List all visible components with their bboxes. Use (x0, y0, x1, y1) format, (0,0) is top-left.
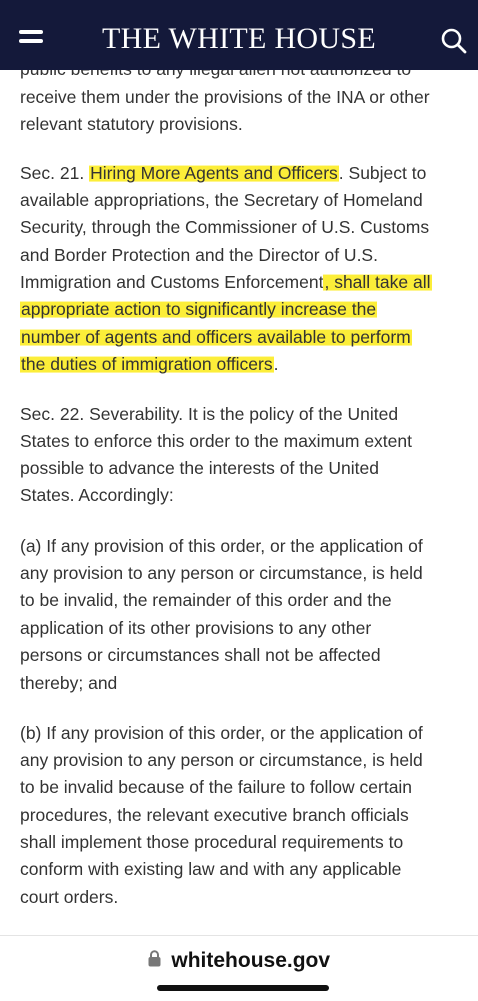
sec21-line: Security, through the Commissioner of U.S. Customs (20, 217, 430, 237)
highlighted-text: the duties of immigration officers (21, 354, 273, 374)
para-b-line: court orders. (20, 887, 119, 907)
sec21-line (20, 296, 377, 323)
para-a-line: (a) If any provision of this order, or the application of (20, 536, 423, 556)
sec21-number: Sec. 21. (20, 163, 90, 183)
para-b-line: procedures, the relevant executive branch officials (20, 805, 409, 825)
site-header (0, 0, 478, 70)
search-icon[interactable] (440, 27, 468, 55)
sec21-text: . Subject to (338, 163, 427, 183)
sec21-line (20, 351, 278, 378)
article-text-line: relevant statutory provisions. (20, 114, 243, 134)
sec22-line: States to enforce this order to the maximum extent (20, 431, 412, 451)
lock-icon (148, 950, 161, 972)
highlighted-text: number of agents and officers available to perform (21, 327, 411, 347)
para-a-line: persons or circumstances shall not be affected (20, 645, 381, 665)
sec21-line: and Border Protection and the Director of U.S. (20, 245, 378, 265)
highlighted-text: appropriate action to significantly increase the (21, 299, 377, 319)
sec21-text: . (273, 354, 279, 374)
sec21-line: available appropriations, the Secretary of Homeland (20, 190, 423, 210)
para-a-line: application of its other provisions to any other (20, 618, 372, 638)
para-b-line: any provision to any person or circumstance, is held (20, 750, 423, 770)
sec22-line: Sec. 22. Severability. It is the policy of the United (20, 404, 399, 424)
sec22-line: possible to advance the interests of the United (20, 458, 379, 478)
para-b-line: conform with existing law and with any applicable (20, 859, 402, 879)
para-a-line: to be invalid, the remainder of this order and the (20, 590, 392, 610)
browser-address-bar[interactable] (0, 935, 478, 1001)
sec21-line (20, 324, 412, 351)
highlighted-text: , shall take all (324, 272, 431, 292)
sec21-line (20, 160, 426, 187)
highlighted-heading: Hiring More Agents and Officers (90, 163, 338, 183)
para-b-line: shall implement those procedural requirements to (20, 832, 404, 852)
url-text[interactable]: whitehouse.gov (171, 949, 331, 972)
article-text-line: receive them under the provisions of the INA or other (20, 87, 430, 107)
sec21-text: Immigration and Customs Enforcement (20, 272, 324, 292)
site-title[interactable]: THE WHITE HOUSE (102, 22, 376, 55)
sec21-line (20, 269, 432, 296)
home-indicator[interactable] (157, 985, 329, 991)
para-a-line: any provision to any person or circumstance, is held (20, 563, 423, 583)
sec22-line: States. Accordingly: (20, 485, 174, 505)
para-a-line: thereby; and (20, 673, 118, 693)
para-b-line: (b) If any provision of this order, or the application of (20, 723, 423, 743)
para-b-line: to be invalid because of the failure to follow certain (20, 777, 413, 797)
